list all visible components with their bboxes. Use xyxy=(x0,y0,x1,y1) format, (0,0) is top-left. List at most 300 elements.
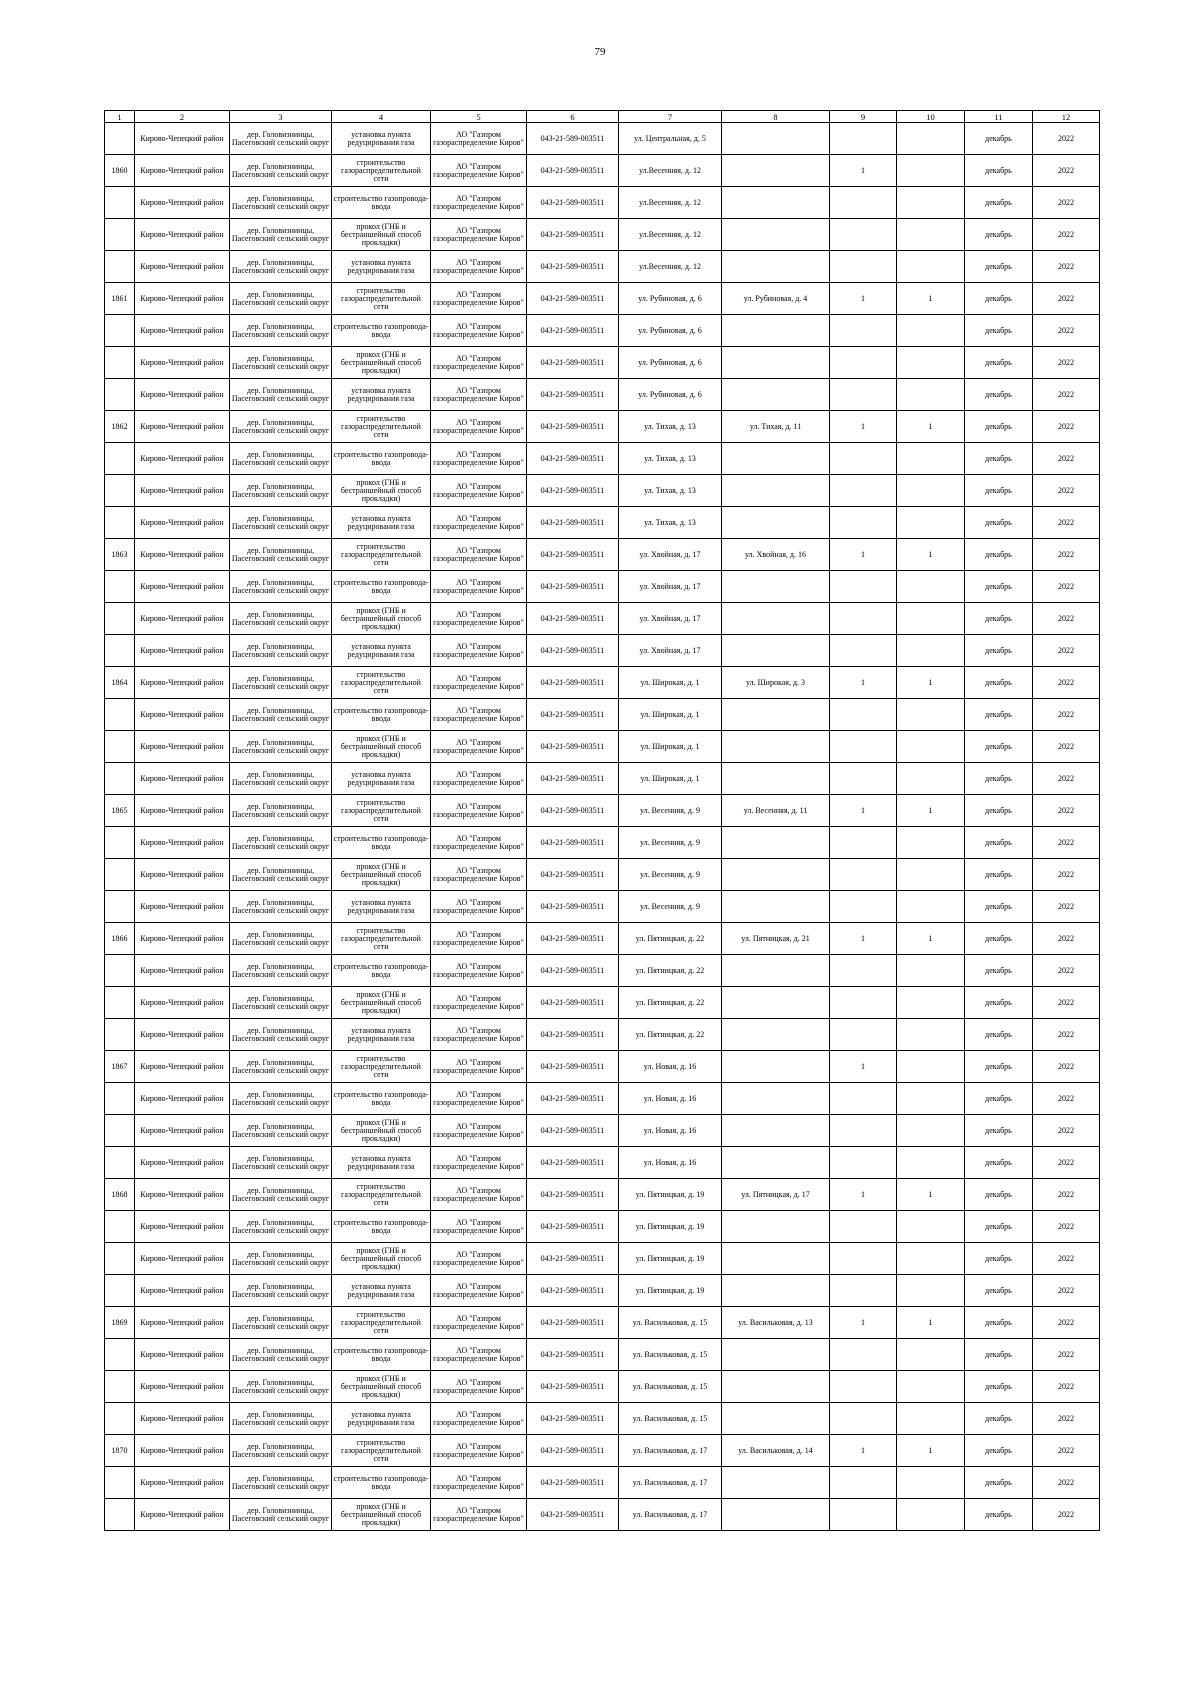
month-cell-text: декабрь xyxy=(985,1445,1012,1455)
work-type-cell xyxy=(332,1339,431,1371)
work-type-cell xyxy=(332,1179,431,1211)
registry-number-cell xyxy=(527,987,619,1019)
address-cell xyxy=(619,283,722,315)
second-address-cell xyxy=(722,315,830,347)
month-cell-text: декабрь xyxy=(985,1221,1012,1231)
organization-cell xyxy=(431,795,527,827)
address-cell-text: ул. Широкая, д. 1 xyxy=(640,773,700,783)
column-header: 2 xyxy=(135,111,230,123)
table-row xyxy=(105,251,1100,283)
second-quantity-cell-text: 1 xyxy=(928,1317,933,1327)
second-address-cell-text: ул. Весенняя, д. 11 xyxy=(743,805,808,815)
address-cell-text: ул. Тихая, д. 13 xyxy=(644,485,696,495)
table-row xyxy=(105,987,1100,1019)
address-cell xyxy=(619,1115,722,1147)
settlement-cell-text: дер. Головизнинцы, Пасеговский сельский округ xyxy=(231,450,330,467)
address-cell xyxy=(619,571,722,603)
registry-number-cell xyxy=(527,1403,619,1435)
month-cell-text: декабрь xyxy=(985,485,1012,495)
second-quantity-cell xyxy=(897,475,965,507)
second-address-cell xyxy=(722,731,830,763)
settlement-cell xyxy=(230,923,332,955)
district-cell xyxy=(135,475,230,507)
registry-number-cell xyxy=(527,891,619,923)
settlement-cell xyxy=(230,443,332,475)
year-cell xyxy=(1033,1499,1100,1531)
row-number-cell xyxy=(105,763,135,795)
second-quantity-cell xyxy=(897,411,965,443)
registry-number-cell-text: 043-21-589-003511 xyxy=(540,165,605,175)
row-number-cell-text: 1869 xyxy=(111,1317,128,1327)
address-cell-text: ул. Тихая, д. 13 xyxy=(644,517,696,527)
address-cell xyxy=(619,187,722,219)
second-address-cell xyxy=(722,1051,830,1083)
organization-cell xyxy=(431,827,527,859)
settlement-cell xyxy=(230,219,332,251)
quantity-cell xyxy=(830,155,897,187)
month-cell-text: декабрь xyxy=(985,1509,1012,1519)
quantity-cell-text: 1 xyxy=(861,1317,865,1327)
column-header: 6 xyxy=(527,111,619,123)
second-address-cell xyxy=(722,283,830,315)
work-type-cell xyxy=(332,795,431,827)
row-number-cell xyxy=(105,187,135,219)
registry-number-cell-text: 043-21-589-003511 xyxy=(540,613,605,623)
month-cell-text: декабрь xyxy=(985,389,1012,399)
address-cell xyxy=(619,539,722,571)
address-cell-text: ул. Хвойная, д. 17 xyxy=(639,613,701,623)
work-type-cell xyxy=(332,635,431,667)
work-type-cell-text: прокол (ГНБ и бестраншейный способ прокладки) xyxy=(340,1246,422,1271)
work-type-cell xyxy=(332,1115,431,1147)
row-number-cell xyxy=(105,443,135,475)
registry-number-cell-text: 043-21-589-003511 xyxy=(540,773,605,783)
row-number-cell xyxy=(105,699,135,731)
address-cell xyxy=(619,1051,722,1083)
district-cell-text: Кирово-Чепецкий район xyxy=(140,614,224,623)
district-cell xyxy=(135,1115,230,1147)
work-type-cell xyxy=(332,859,431,891)
row-number-cell xyxy=(105,1499,135,1531)
table-row xyxy=(105,1243,1100,1275)
table-row xyxy=(105,955,1100,987)
row-number-cell xyxy=(105,667,135,699)
registry-number-cell-text: 043-21-589-003511 xyxy=(540,645,605,655)
quantity-cell xyxy=(830,763,897,795)
column-header: 4 xyxy=(332,111,431,123)
month-cell xyxy=(965,699,1033,731)
year-cell-text: 2022 xyxy=(1058,677,1074,687)
settlement-cell-text: дер. Головизнинцы, Пасеговский сельский округ xyxy=(231,1282,330,1299)
second-address-cell xyxy=(722,347,830,379)
registry-number-cell-text: 043-21-589-003511 xyxy=(540,133,605,143)
second-quantity-cell xyxy=(897,283,965,315)
registry-number-cell xyxy=(527,1499,619,1531)
row-number-cell xyxy=(105,1211,135,1243)
month-cell-text: декабрь xyxy=(985,613,1012,623)
address-cell-text: ул. Новая, д. 16 xyxy=(643,1157,697,1167)
organization-cell-text: АО "Газпром газораспределение Киров" xyxy=(433,834,524,851)
registry-number-cell xyxy=(527,1211,619,1243)
organization-cell-text: АО "Газпром газораспределение Киров" xyxy=(433,802,524,819)
month-cell xyxy=(965,123,1033,155)
registry-number-cell xyxy=(527,539,619,571)
organization-cell xyxy=(431,1147,527,1179)
settlement-cell xyxy=(230,827,332,859)
quantity-cell-text: 1 xyxy=(861,1445,865,1455)
second-address-cell xyxy=(722,1019,830,1051)
year-cell-text: 2022 xyxy=(1058,773,1074,783)
registry-number-cell-text: 043-21-589-003511 xyxy=(540,1189,605,1199)
month-cell-text: декабрь xyxy=(985,517,1012,527)
district-cell xyxy=(135,923,230,955)
second-address-cell-text: ул. Тихая, д. 11 xyxy=(749,421,802,431)
second-quantity-cell xyxy=(897,1403,965,1435)
second-quantity-cell xyxy=(897,251,965,283)
address-cell-text: ул. Новая, д. 16 xyxy=(643,1093,697,1103)
month-cell xyxy=(965,1339,1033,1371)
work-type-cell-text: строительство газопровода-ввода xyxy=(333,1090,429,1107)
work-type-cell xyxy=(332,347,431,379)
settlement-cell xyxy=(230,635,332,667)
district-cell-text: Кирово-Чепецкий район xyxy=(140,1350,224,1359)
month-cell xyxy=(965,1147,1033,1179)
address-cell xyxy=(619,1371,722,1403)
year-cell xyxy=(1033,443,1100,475)
district-cell xyxy=(135,1083,230,1115)
year-cell-text: 2022 xyxy=(1058,261,1074,271)
address-cell xyxy=(619,155,722,187)
organization-cell-text: АО "Газпром газораспределение Киров" xyxy=(433,1314,524,1331)
settlement-cell xyxy=(230,1403,332,1435)
registry-number-cell xyxy=(527,1435,619,1467)
work-type-cell xyxy=(332,251,431,283)
table-row xyxy=(105,475,1100,507)
row-number-cell xyxy=(105,411,135,443)
organization-cell-text: АО "Газпром газораспределение Киров" xyxy=(433,706,524,723)
settlement-cell-text: дер. Головизнинцы, Пасеговский сельский округ xyxy=(231,1314,330,1331)
second-address-cell xyxy=(722,1403,830,1435)
district-cell-text: Кирово-Чепецкий район xyxy=(140,1190,224,1199)
year-cell xyxy=(1033,1211,1100,1243)
second-quantity-cell xyxy=(897,187,965,219)
second-quantity-cell xyxy=(897,1435,965,1467)
work-type-cell-text: установка пункта редуцирования газа xyxy=(347,1410,415,1427)
year-cell xyxy=(1033,923,1100,955)
second-quantity-cell xyxy=(897,763,965,795)
row-number-cell-text: 1870 xyxy=(111,1445,128,1455)
organization-cell-text: АО "Газпром газораспределение Киров" xyxy=(433,1282,524,1299)
registry-number-cell xyxy=(527,411,619,443)
quantity-cell xyxy=(830,1435,897,1467)
registry-number-cell xyxy=(527,955,619,987)
month-cell xyxy=(965,1499,1033,1531)
registry-number-cell xyxy=(527,827,619,859)
settlement-cell xyxy=(230,859,332,891)
registry-number-cell xyxy=(527,859,619,891)
registry-number-cell xyxy=(527,763,619,795)
quantity-cell xyxy=(830,795,897,827)
registry-number-cell xyxy=(527,1467,619,1499)
organization-cell-text: АО "Газпром газораспределение Киров" xyxy=(433,386,524,403)
organization-cell xyxy=(431,955,527,987)
work-type-cell-text: установка пункта редуцирования газа xyxy=(347,642,415,659)
settlement-cell-text: дер. Головизнинцы, Пасеговский сельский округ xyxy=(231,994,330,1011)
registry-number-cell xyxy=(527,315,619,347)
district-cell-text: Кирово-Чепецкий район xyxy=(140,198,224,207)
year-cell-text: 2022 xyxy=(1058,1125,1074,1135)
organization-cell xyxy=(431,1115,527,1147)
second-quantity-cell xyxy=(897,955,965,987)
address-cell-text: ул. Рубиновая, д. 6 xyxy=(638,293,702,303)
district-cell-text: Кирово-Чепецкий район xyxy=(140,454,224,463)
second-quantity-cell-text: 1 xyxy=(928,549,933,559)
quantity-cell xyxy=(830,187,897,219)
table-row xyxy=(105,1499,1100,1531)
address-cell xyxy=(619,603,722,635)
district-cell xyxy=(135,1275,230,1307)
second-quantity-cell xyxy=(897,635,965,667)
second-address-cell-text: ул. Рубиновая, д. 4 xyxy=(743,293,808,303)
month-cell xyxy=(965,1051,1033,1083)
month-cell-text: декабрь xyxy=(985,1125,1012,1135)
district-cell-text: Кирово-Чепецкий район xyxy=(140,870,224,879)
year-cell-text: 2022 xyxy=(1058,1317,1074,1327)
month-cell xyxy=(965,763,1033,795)
second-address-cell xyxy=(722,507,830,539)
settlement-cell-text: дер. Головизнинцы, Пасеговский сельский округ xyxy=(231,162,330,179)
registry-number-cell xyxy=(527,347,619,379)
district-cell-text: Кирово-Чепецкий район xyxy=(140,134,224,143)
year-cell-text: 2022 xyxy=(1058,357,1074,367)
address-cell-text: ул.Весенняя, д. 12 xyxy=(639,197,701,207)
row-number-cell xyxy=(105,859,135,891)
work-type-cell xyxy=(332,283,431,315)
organization-cell xyxy=(431,219,527,251)
month-cell xyxy=(965,667,1033,699)
registry-number-cell xyxy=(527,155,619,187)
year-cell-text: 2022 xyxy=(1058,1477,1074,1487)
settlement-cell-text: дер. Головизнинцы, Пасеговский сельский округ xyxy=(231,1026,330,1043)
second-address-cell xyxy=(722,891,830,923)
district-cell xyxy=(135,859,230,891)
settlement-cell xyxy=(230,731,332,763)
district-cell-text: Кирово-Чепецкий район xyxy=(140,1382,224,1391)
organization-cell-text: АО "Газпром газораспределение Киров" xyxy=(433,1474,524,1491)
registry-number-cell-text: 043-21-589-003511 xyxy=(540,197,605,207)
registry-number-cell-text: 043-21-589-003511 xyxy=(540,325,605,335)
address-cell xyxy=(619,411,722,443)
registry-number-cell-text: 043-21-589-003511 xyxy=(540,997,605,1007)
registry-number-cell-text: 043-21-589-003511 xyxy=(540,293,605,303)
quantity-cell xyxy=(830,1275,897,1307)
settlement-cell-text: дер. Головизнинцы, Пасеговский сельский округ xyxy=(231,674,330,691)
row-number-cell-text: 1863 xyxy=(111,549,128,559)
work-type-cell-text: прокол (ГНБ и бестраншейный способ прокладки) xyxy=(340,734,422,759)
month-cell-text: декабрь xyxy=(985,1061,1012,1071)
organization-cell xyxy=(431,475,527,507)
district-cell xyxy=(135,1467,230,1499)
quantity-cell xyxy=(830,219,897,251)
month-cell-text: декабрь xyxy=(985,197,1012,207)
district-cell xyxy=(135,699,230,731)
second-address-cell xyxy=(722,1275,830,1307)
row-number-cell-text: 1867 xyxy=(111,1061,128,1071)
work-type-cell xyxy=(332,763,431,795)
address-cell xyxy=(619,1179,722,1211)
address-cell xyxy=(619,123,722,155)
address-cell-text: ул. Васильковая, д. 17 xyxy=(632,1445,708,1455)
organization-cell-text: АО "Газпром газораспределение Киров" xyxy=(433,418,524,435)
district-cell xyxy=(135,379,230,411)
work-type-cell xyxy=(332,1275,431,1307)
settlement-cell xyxy=(230,667,332,699)
table-row xyxy=(105,219,1100,251)
work-type-cell-text: установка пункта редуцирования газа xyxy=(347,258,415,275)
month-cell-text: декабрь xyxy=(985,933,1012,943)
district-cell-text: Кирово-Чепецкий район xyxy=(140,358,224,367)
row-number-cell xyxy=(105,1243,135,1275)
month-cell-text: декабрь xyxy=(985,1093,1012,1103)
second-quantity-cell xyxy=(897,1467,965,1499)
address-cell xyxy=(619,923,722,955)
settlement-cell xyxy=(230,987,332,1019)
address-cell-text: ул. Пятницкая, д. 22 xyxy=(635,1029,705,1039)
organization-cell xyxy=(431,1051,527,1083)
settlement-cell xyxy=(230,1243,332,1275)
organization-cell-text: АО "Газпром газораспределение Киров" xyxy=(433,1154,524,1171)
year-cell-text: 2022 xyxy=(1058,1509,1074,1519)
work-type-cell xyxy=(332,123,431,155)
district-cell-text: Кирово-Чепецкий район xyxy=(140,486,224,495)
year-cell-text: 2022 xyxy=(1058,1221,1074,1231)
registry-number-cell xyxy=(527,443,619,475)
column-number-header-row xyxy=(105,111,1100,123)
month-cell-text: декабрь xyxy=(985,805,1012,815)
organization-cell-text: АО "Газпром газораспределение Киров" xyxy=(433,1122,524,1139)
work-type-cell xyxy=(332,1467,431,1499)
registry-number-cell-text: 043-21-589-003511 xyxy=(540,1157,605,1167)
year-cell xyxy=(1033,571,1100,603)
settlement-cell xyxy=(230,411,332,443)
organization-cell xyxy=(431,539,527,571)
year-cell xyxy=(1033,1403,1100,1435)
work-type-cell-text: прокол (ГНБ и бестраншейный способ прокладки) xyxy=(340,478,422,503)
row-number-cell xyxy=(105,1435,135,1467)
work-type-cell xyxy=(332,507,431,539)
settlement-cell xyxy=(230,1467,332,1499)
quantity-cell xyxy=(830,443,897,475)
month-cell xyxy=(965,1371,1033,1403)
table-row xyxy=(105,1275,1100,1307)
second-quantity-cell xyxy=(897,219,965,251)
month-cell xyxy=(965,315,1033,347)
quantity-cell xyxy=(830,699,897,731)
month-cell-text: декабрь xyxy=(985,741,1012,751)
quantity-cell xyxy=(830,539,897,571)
second-address-cell xyxy=(722,1307,830,1339)
registry-number-cell xyxy=(527,795,619,827)
year-cell-text: 2022 xyxy=(1058,1285,1074,1295)
year-cell xyxy=(1033,315,1100,347)
second-quantity-cell xyxy=(897,795,965,827)
column-header: 9 xyxy=(830,111,897,123)
district-cell xyxy=(135,347,230,379)
quantity-cell-text: 1 xyxy=(861,421,865,431)
work-type-cell-text: строительство газораспределительной сети xyxy=(341,670,421,695)
registry-number-cell-text: 043-21-589-003511 xyxy=(540,709,605,719)
work-type-cell xyxy=(332,1435,431,1467)
district-cell-text: Кирово-Чепецкий район xyxy=(140,294,224,303)
year-cell-text: 2022 xyxy=(1058,293,1074,303)
second-address-cell xyxy=(722,1083,830,1115)
quantity-cell-text: 1 xyxy=(861,805,865,815)
row-number-cell xyxy=(105,1115,135,1147)
year-cell-text: 2022 xyxy=(1058,485,1074,495)
work-type-cell-text: строительство газопровода-ввода xyxy=(333,706,429,723)
organization-cell-text: АО "Газпром газораспределение Киров" xyxy=(433,930,524,947)
settlement-cell xyxy=(230,1051,332,1083)
organization-cell-text: АО "Газпром газораспределение Киров" xyxy=(433,130,524,147)
organization-cell xyxy=(431,1371,527,1403)
address-cell-text: ул. Рубиновая, д. 6 xyxy=(638,357,702,367)
month-cell xyxy=(965,955,1033,987)
row-number-cell xyxy=(105,571,135,603)
settlement-cell xyxy=(230,603,332,635)
organization-cell-text: АО "Газпром газораспределение Киров" xyxy=(433,962,524,979)
column-header: 3 xyxy=(230,111,332,123)
column-header: 5 xyxy=(431,111,527,123)
column-header: 7 xyxy=(619,111,722,123)
table-row xyxy=(105,187,1100,219)
registry-number-cell xyxy=(527,731,619,763)
row-number-cell-text: 1861 xyxy=(111,293,128,303)
address-cell-text: ул. Хвойная, д. 17 xyxy=(639,645,701,655)
district-cell xyxy=(135,1019,230,1051)
address-cell-text: ул. Центральная, д. 5 xyxy=(634,133,706,143)
district-cell-text: Кирово-Чепецкий район xyxy=(140,1510,224,1519)
second-address-cell xyxy=(722,539,830,571)
month-cell xyxy=(965,443,1033,475)
settlement-cell xyxy=(230,699,332,731)
address-cell xyxy=(619,1147,722,1179)
year-cell xyxy=(1033,795,1100,827)
address-cell xyxy=(619,1403,722,1435)
organization-cell-text: АО "Газпром газораспределение Киров" xyxy=(433,1346,524,1363)
registry-number-cell xyxy=(527,1083,619,1115)
month-cell xyxy=(965,1083,1033,1115)
second-address-cell xyxy=(722,1467,830,1499)
column-header: 11 xyxy=(965,111,1033,123)
year-cell xyxy=(1033,1115,1100,1147)
district-cell xyxy=(135,1051,230,1083)
year-cell xyxy=(1033,1243,1100,1275)
district-cell xyxy=(135,251,230,283)
second-quantity-cell xyxy=(897,1179,965,1211)
year-cell-text: 2022 xyxy=(1058,741,1074,751)
district-cell xyxy=(135,1371,230,1403)
address-cell-text: ул. Весенняя, д. 9 xyxy=(640,837,700,847)
address-cell xyxy=(619,1243,722,1275)
district-cell-text: Кирово-Чепецкий район xyxy=(140,1286,224,1295)
second-address-cell xyxy=(722,411,830,443)
year-cell xyxy=(1033,347,1100,379)
address-cell-text: ул. Весенняя, д. 9 xyxy=(640,805,700,815)
organization-cell-text: АО "Газпром газораспределение Киров" xyxy=(433,610,524,627)
quantity-cell xyxy=(830,1339,897,1371)
district-cell-text: Кирово-Чепецкий район xyxy=(140,646,224,655)
second-address-cell xyxy=(722,1147,830,1179)
